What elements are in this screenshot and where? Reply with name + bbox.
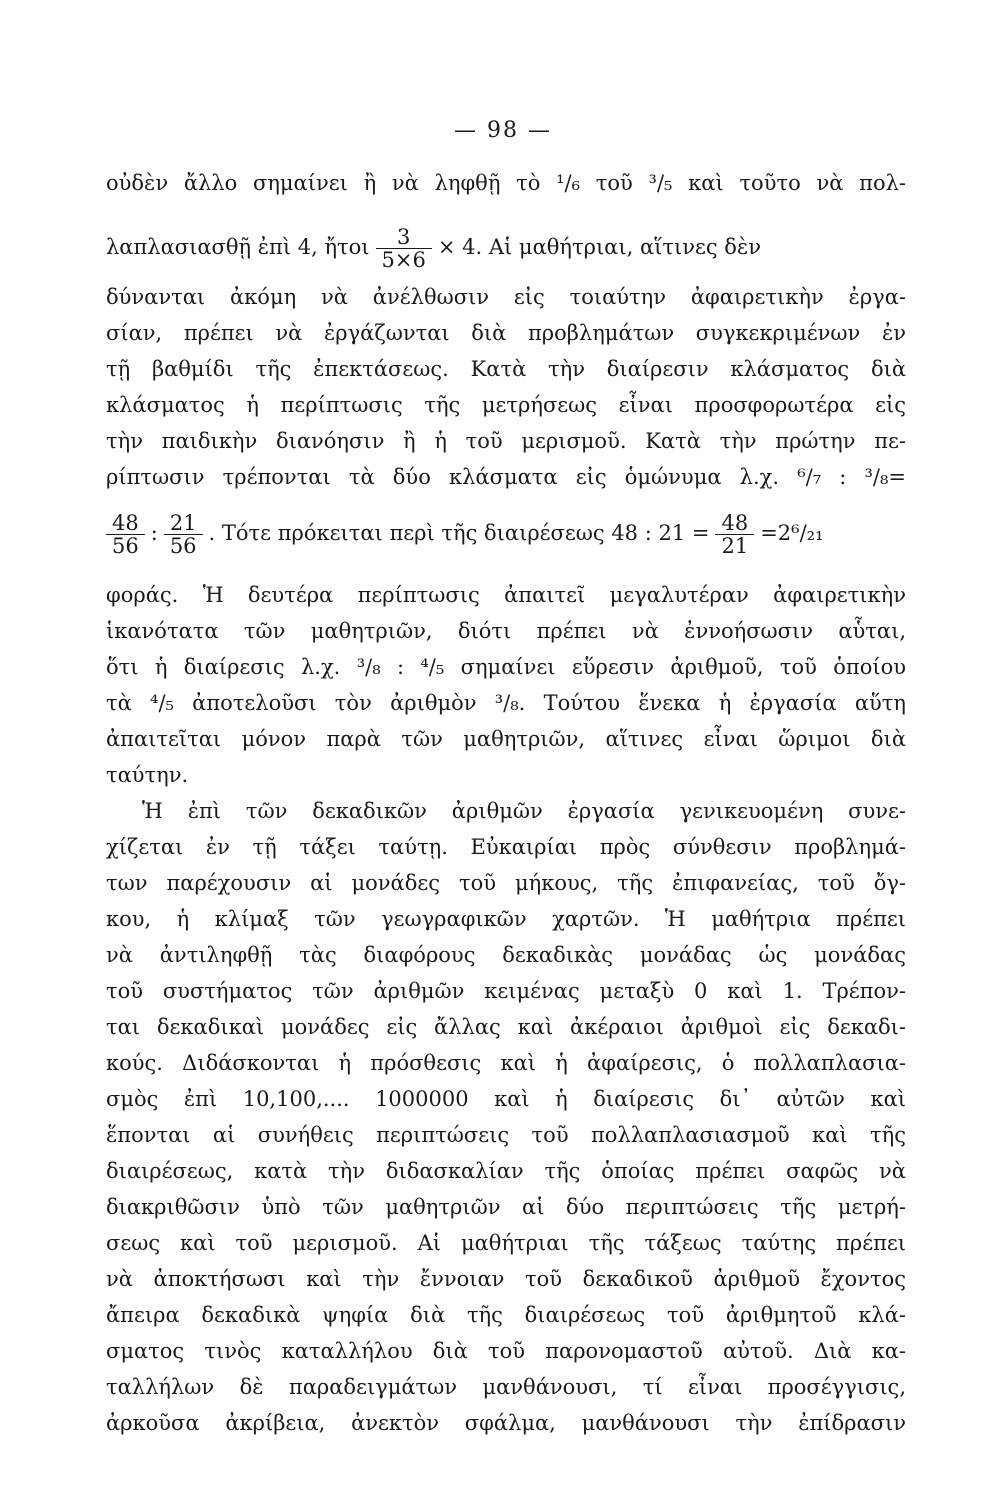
text-line-with-fraction [106,512,906,557]
text-line: ταλλήλων δὲ παραδειγμάτων μανθάνουσι, τί εἶναι προσέγγισις, [106,1375,906,1399]
fraction-denominator: 5×6 [381,248,426,272]
text-line: ται δεκαδικαὶ μονάδες εἰς ἄλλας καὶ ἀκέραιοι ἀριθμοὶ εἰς δεκαδι- [106,1015,906,1039]
fraction [376,226,432,271]
text-segment: =2⁶/₂₁ [760,521,824,545]
fraction-denominator: 21 [721,534,749,558]
text-line: ρίπτωσιν τρέπονται τὰ δύο κλάσματα εἰς ὁμώνυμα λ.χ. ⁶/₇ : ³/₈= [106,465,906,489]
text-line: τοῦ συστήματος τῶν ἀριθμῶν κειμένας μεταξὺ 0 καὶ 1. Τρέπον- [106,979,906,1003]
text-line: χίζεται ἐν τῇ τάξει ταύτῃ. Εὐκαιρίαι πρὸς σύνθεσιν προβλημά- [106,835,906,859]
fraction-denominator: 56 [112,534,139,558]
text-line: νὰ ἀποκτήσωσι καὶ τὴν ἔννοιαν τοῦ δεκαδικοῦ ἀριθμοῦ ἔχοντος [106,1267,906,1291]
text-line: σμὸς ἐπὶ 10,100,.... 1000000 καὶ ἡ διαίρεσις δι᾽ αὐτῶν καὶ [106,1087,906,1111]
text-line: διαιρέσεως, κατὰ τὴν διδασκαλίαν τῆς ὁποίας πρέπει σαφῶς νὰ [106,1159,906,1183]
fraction-numerator: 3 [376,226,432,249]
text-segment: × 4. Αἱ μαθήτριαι, αἵτινες δὲν [437,235,761,259]
text-line: ἕπονται αἱ συνήθεις περιπτώσεις τοῦ πολλαπλασιασμοῦ καὶ τῆς [106,1123,906,1147]
text-line: φοράς. Ἡ δευτέρα περίπτωσις ἀπαιτεῖ μεγαλυτέραν ἀφαιρετικὴν [106,583,906,607]
page-number: — 98 — [454,118,552,143]
text-line: ἄπειρα δεκαδικὰ ψηφία διὰ τῆς διαιρέσεως τοῦ ἀριθμητοῦ κλά- [106,1303,906,1327]
text-line: κου, ἡ κλίμαξ τῶν γεωγραφικῶν χαρτῶν. Ἡ μαθήτρια πρέπει [106,907,906,931]
text-line: τῇ βαθμίδι τῆς ἐπεκτάσεως. Κατὰ τὴν διαίρεσιν κλάσματος διὰ [106,357,906,381]
text-line: διακριθῶσιν ὑπὸ τῶν μαθητριῶν αἱ δύο περιπτώσεις τῆς μετρή- [106,1195,906,1219]
text-line: ἱκανότατα τῶν μαθητριῶν, διότι πρέπει νὰ ἐννοήσωσιν αὗται, [106,619,906,643]
text-segment: . Τότε πρόκειται περὶ τῆς διαιρέσεως 48 : 21 = [208,521,710,545]
text-line: των παρέχουσιν αἱ μονάδες τοῦ μήκους, τῆς ἐπιφανείας, τοῦ ὄγ- [106,871,906,895]
text-line: σίαν, πρέπει νὰ ἐργάζωνται διὰ προβλημάτων συγκεκριμένων ἐν [106,321,906,345]
fraction-numerator: 48 [106,512,145,535]
text-line: σεως καὶ τοῦ μερισμοῦ. Αἱ μαθήτριαι τῆς τάξεως ταύτης πρέπει [106,1231,906,1255]
fraction-denominator: 56 [169,534,197,558]
text-line: τὴν παιδικὴν διανόησιν ἢ ἡ τοῦ μερισμοῦ. Κατὰ τὴν πρώτην πε- [106,429,906,453]
fraction [164,512,203,557]
text-line: τὰ ⁴/₅ ἀποτελοῦσι τὸν ἀριθμὸν ³/₈. Τούτου ἕνεκα ἡ ἐργασία αὕτη [106,691,906,715]
text-line: οὐδὲν ἄλλο σημαίνει ἢ νὰ ληφθῇ τὸ ¹/₆ τοῦ ³/₅ καὶ τοῦτο νὰ πολ- [106,171,906,195]
paragraph-start: Ἡ ἐπὶ τῶν δεκαδικῶν ἀριθμῶν ἐργασία γενικευομένη συνε- [142,799,906,823]
division-sign: : [150,521,158,545]
text-line: δύνανται ἀκόμη νὰ ἀνέλθωσιν εἰς τοιαύτην ἀφαιρετικὴν ἐργα- [106,285,906,309]
text-line-with-fraction [106,226,906,271]
fraction-numerator: 48 [715,512,754,535]
text-line: νὰ ἀντιληφθῇ τὰς διαφόρους δεκαδικὰς μονάδας ὡς μονάδας [106,943,906,967]
text-line: ἀρκοῦσα ἀκρίβεια, ἀνεκτὸν σφάλμα, μανθάνουσι τὴν ἐπίδρασιν [106,1411,906,1435]
text-line: ἀπαιτεῖται μόνον παρὰ τῶν μαθητριῶν, αἵτινες εἶναι ὥριμοι διὰ [106,727,906,751]
text-line: σματος τινὸς καταλλήλου διὰ τοῦ παρονομαστοῦ αὐτοῦ. Διὰ κα- [106,1339,906,1363]
text-line: ταύτην. [106,763,189,787]
fraction [715,512,754,557]
text-line: κλάσματος ἡ περίπτωσις τῆς μετρήσεως εἶναι προσφορωτέρα εἰς [106,393,906,417]
fraction-numerator: 21 [164,512,203,535]
text-line: ὅτι ἡ διαίρεσις λ.χ. ³/₈ : ⁴/₅ σημαίνει εὕρεσιν ἀριθμοῦ, τοῦ ὁποίου [106,655,906,679]
text-line: κούς. Διδάσκονται ἡ πρόσθεσις καὶ ἡ ἀφαίρεσις, ὁ πολλαπλασια- [106,1051,906,1075]
text-segment: λαπλασιασθῇ ἐπὶ 4, ἤτοι [106,235,370,259]
fraction [106,512,145,557]
